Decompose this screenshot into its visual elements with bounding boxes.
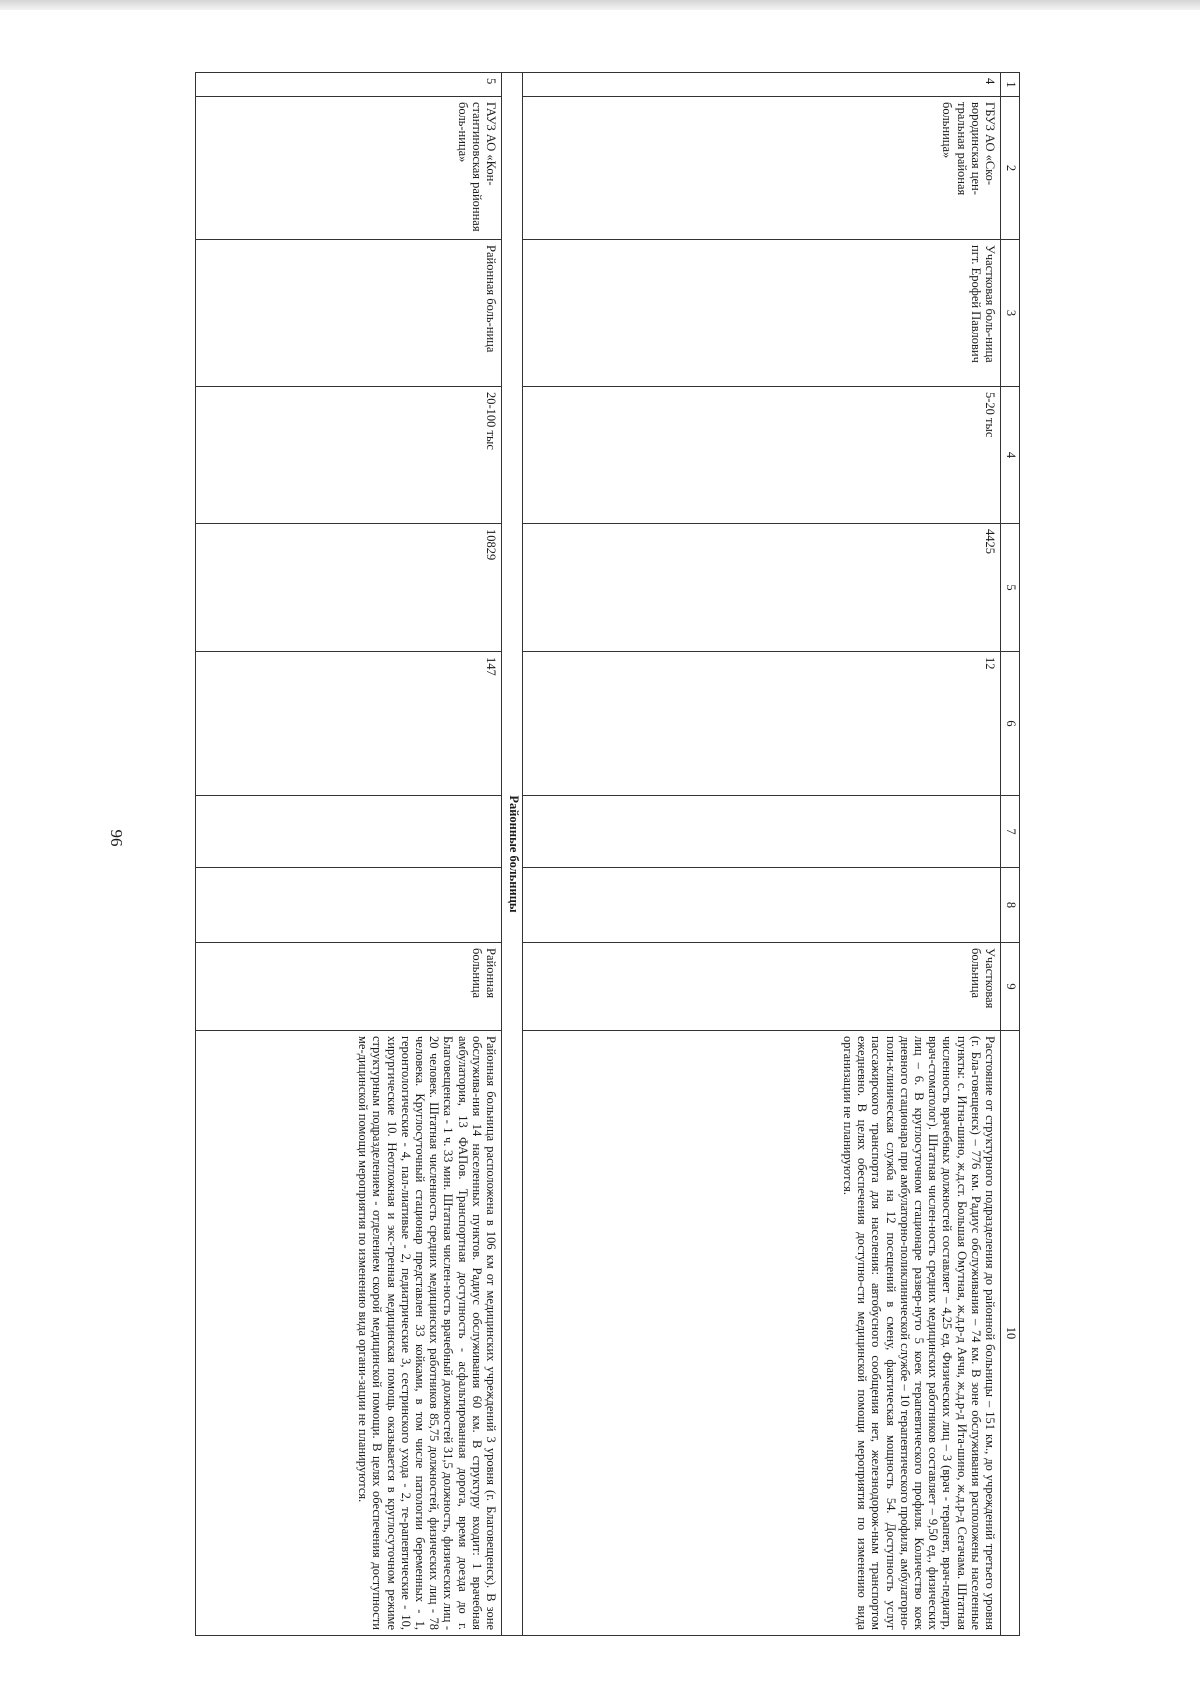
- row-number: 4: [523, 73, 1001, 97]
- column-header: 3: [1001, 240, 1020, 387]
- column-number-row: [1001, 73, 1020, 1636]
- structural-unit: Участковая боль-ница пгт. Ерофей Павлович: [523, 240, 1001, 387]
- section-header-row: [502, 73, 523, 1636]
- facility-type: Районная больница: [196, 943, 502, 1031]
- bed-count: 12: [523, 652, 1001, 796]
- scan-top-edge: [0, 0, 1200, 10]
- column-header: 2: [1001, 97, 1020, 240]
- rotated-table-container: [195, 72, 1020, 1635]
- column-header: 10: [1001, 1031, 1020, 1636]
- table-row: [196, 73, 502, 1636]
- column-header: 1: [1001, 73, 1020, 97]
- column-header: 6: [1001, 652, 1020, 796]
- column-7-cell: [523, 796, 1001, 868]
- column-header: 8: [1001, 868, 1020, 943]
- column-8-cell: [523, 868, 1001, 943]
- column-header: 9: [1001, 943, 1020, 1031]
- facility-description: Районная больница расположена в 106 км от медицинских учреждений 3 уровня (г. Благовещенск). В зоне обслужива-ния 14 населенных пунктов. Радиус обслуживания 60 км. В структуру входит: 1 врачебная амбулатория, 13 ФАПов. Транспортная доступность - асфальтированная дорога, время доезда до г. Благовещенска - 1 ч. 33 мин. Штатная числен-ность врачебный должностей 31,5 должность, физических лиц - 20 человек. Штатная численность средних медицинских работников 85,75 должностей, физических лиц - 78 человека. Круглосуточный стационар представлен 33 койками, в том числе патологии беременных - 1, геронтологические - 4, пал-лиативые - 2, педиатрические 3, сестринского ухода - 2, те-рапевтические - 10, хирургические 10. Неотложная и экс-тренная медицинская помощь оказывается в круглосуточном режиме структурным подразделением - отделением скорой медицинской помощи. В целях обеспечения доступности ме-дицинской помощи мероприятия по изменению вида органи-зации не планируются.: [196, 1031, 502, 1636]
- population-count: 4425: [523, 524, 1001, 652]
- column-header: 7: [1001, 796, 1020, 868]
- table-row: [523, 73, 1001, 1636]
- facilities-table: [195, 72, 1020, 1636]
- population-group: 20-100 тыс: [196, 387, 502, 524]
- population-group: 5-20 тыс: [523, 387, 1001, 524]
- facility-type: Участковая больница: [523, 943, 1001, 1031]
- column-header: 5: [1001, 524, 1020, 652]
- section-title: Районные больницы: [502, 73, 523, 1636]
- column-7-cell: [196, 796, 502, 868]
- bed-count: 147: [196, 652, 502, 796]
- organization-name: ГБУЗ АО «Ско-вородинская цен-тральная районая больница»: [523, 97, 1001, 240]
- organization-name: ГАУЗ АО «Кон-стантиновская районная боль-ница»: [196, 97, 502, 240]
- column-header: 4: [1001, 387, 1020, 524]
- facility-description: Расстояние от структурного подразделения до районной больницы – 151 км., до учреждений третьего уровня (г. Бла-говещенск) – 776 км. Радиус обслуживания – 74 км. В зоне обслуживания расположены населенные пункты: с. Игна-шино, ж.д.ст. Большая Омутная, ж.д.р-д Аячи, ж.д.р-д Ита-шино, ж.д.р-д Сегачама. Штатная численность врачебных должностей составляет – 4,25 ед. Физических лиц – 3 (врач - терапевт, врач-педиатр, врач-стоматолог). Штатная числен-ность средних медицинских работников составляет – 9,50 ед., физических лиц – 6. В круглосуточном стационаре развер-нуто 5 коек терапевтического профиля. Количество коек дневного стационара при амбулаторно-поликлинической службе – 10 терапевтического профиля, амбулаторно-поли-клиническая служба на 12 посещений в смену, фактическая мощность 54. Доступность услуг пассажирского транспорта для населения: автобусного сообщения нет, железнодорож-ным транспортом ежедневно. В целях обеспечения доступно-сти медицинской помощи мероприятия по изменению вида организации не планируются.: [523, 1031, 1001, 1636]
- row-number: 5: [196, 73, 502, 97]
- population-count: 10829: [196, 524, 502, 652]
- column-8-cell: [196, 868, 502, 943]
- structural-unit: Районная боль-ница: [196, 240, 502, 387]
- page-number: 96: [107, 829, 126, 847]
